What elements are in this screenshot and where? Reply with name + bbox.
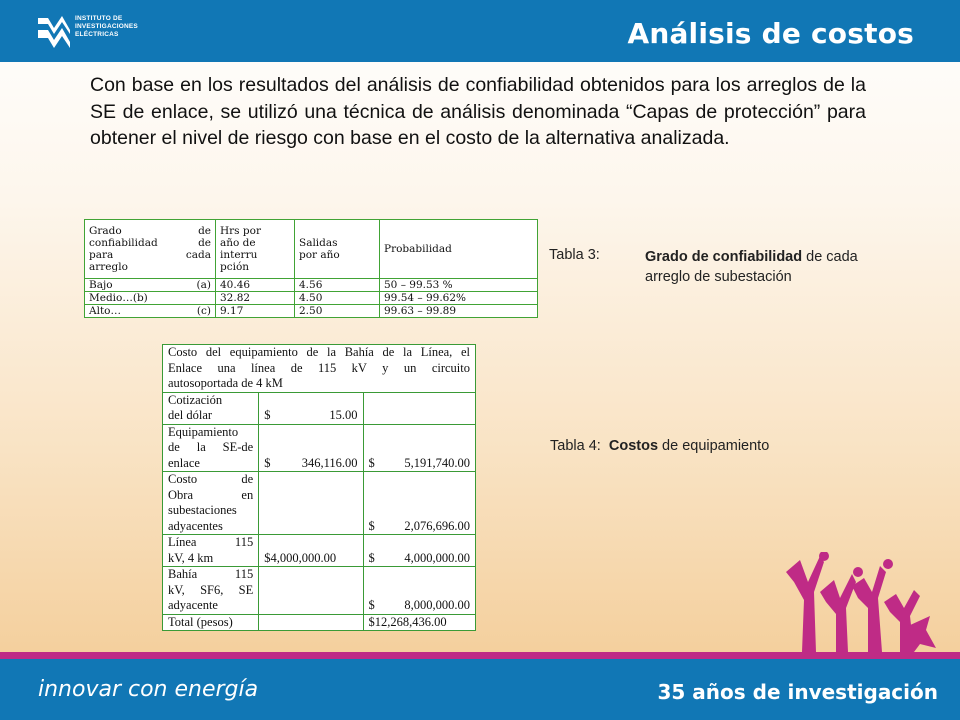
caption-number: Tabla 4: [550, 438, 601, 454]
logo-line-2: INVESTIGACIONES [75, 23, 138, 30]
footer-anniversary: 35 años de investigación [657, 680, 938, 704]
table-row: Línea 115 kV, 4 km $4,000,000.00 $ 4,000,000.00 [163, 535, 476, 567]
header-hrs: Hrs por año de interru pción [216, 220, 295, 279]
logo-line-3: ELÉCTRICAS [75, 31, 119, 38]
dancing-figures-icon [780, 552, 940, 657]
header-probabilidad: Probabilidad [380, 220, 538, 279]
table-row: Bajo (a) 40.46 4.56 50 – 99.53 % [85, 279, 538, 292]
table-row: Bahía 115 kV, SF6, SE adyacente $ 8,000,000.00 [163, 567, 476, 615]
table-row: Equipamiento de la SE-de enlace $ 346,116.00 $ 5,191,740.00 [163, 424, 476, 472]
header-salidas: Salidas por año [295, 220, 380, 279]
table-row: Cotización del dólar $ 15.00 [163, 392, 476, 424]
table-reliability [84, 219, 538, 318]
table-row: Costo de Obra en subestaciones adyacentes $ 2,076,696.00 [163, 472, 476, 535]
table-row: Medio…(b) 32.82 4.50 99.54 – 99.62% [85, 292, 538, 305]
header-bar [0, 0, 960, 62]
footer-slogan: innovar con energía [38, 677, 259, 702]
table-costs [162, 344, 476, 631]
caption-rest: de equipamiento [658, 438, 770, 454]
caption-table-4 [550, 438, 769, 454]
page-title: Análisis de costos [627, 17, 914, 50]
caption-bold: Costos [608, 438, 659, 454]
table-row: Alto… (c) 9.17 2.50 99.63 – 99.89 [85, 305, 538, 318]
footer-stripe [0, 652, 960, 659]
header-grado: Grado de confiabilidad de para cada arreglo [85, 220, 216, 279]
table-row: Total (pesos) $12,268,436.00 [163, 614, 476, 631]
caption-rest: de cada arreglo de subestación [645, 249, 858, 285]
logo-line-1: INSTITUTO DE [75, 15, 123, 22]
intro-paragraph: Con base en los resultados del análisis de confiabilidad obtenidos para los arreglos de la SE de enlace, se utilizó una técnica de análisis denominada “Capas de protección” para obtener el nivel de riesgo con base en el costo de la alternativa analizada. [90, 74, 866, 149]
caption-number: Tabla 3: [549, 247, 600, 263]
caption-bold: Grado de confiabilidad [645, 249, 803, 265]
table-title-cell: Costo del equipamiento de la Bahía de la Línea, el Enlace una línea de 115 kV y un circuito autosoportada de 4 kM [163, 345, 476, 393]
logo-text [75, 15, 138, 39]
